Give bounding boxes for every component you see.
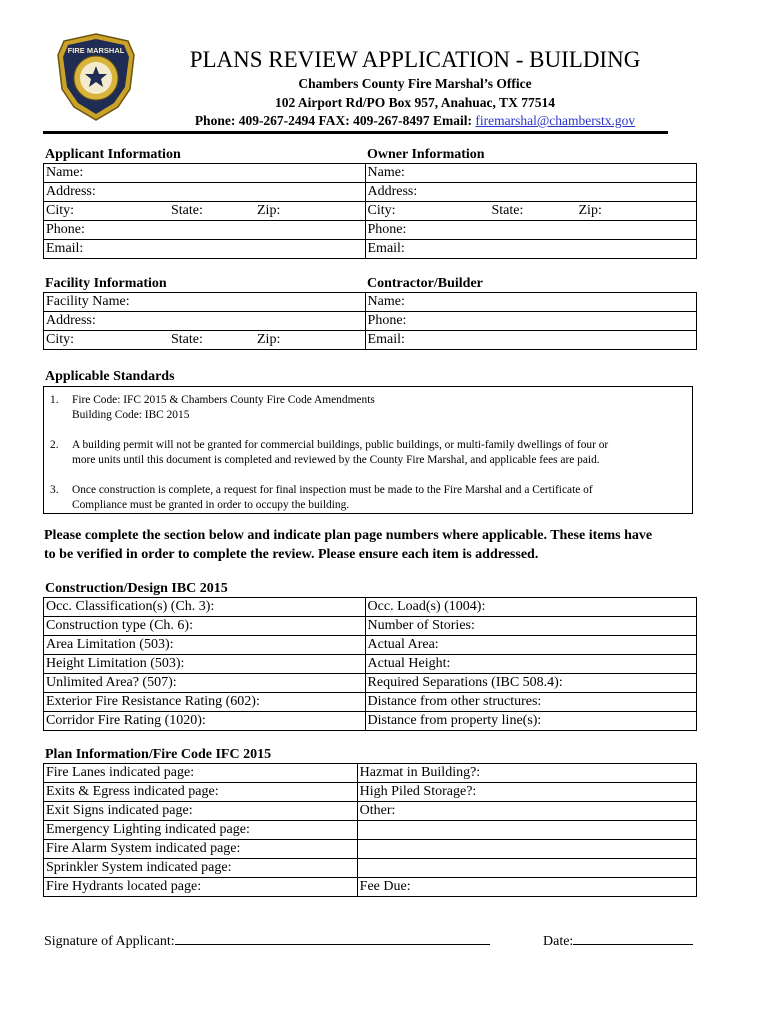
table-row	[44, 712, 697, 731]
construction-left-field[interactable]: Unlimited Area? (507):	[44, 674, 366, 693]
applicant-address-field[interactable]: Address:	[44, 183, 366, 202]
date-block	[543, 930, 693, 950]
office-contact	[140, 112, 690, 130]
standards-section-title: Applicable Standards	[45, 369, 175, 384]
signature-label: Signature of Applicant:	[44, 934, 175, 949]
fire-marshal-badge	[56, 33, 136, 121]
applicant-zip-label: Zip:	[257, 203, 281, 218]
applicant-owner-table	[43, 163, 697, 259]
table-row	[44, 840, 697, 859]
applicant-phone-field[interactable]: Phone:	[44, 221, 366, 240]
table-row	[44, 878, 697, 897]
owner-name-field[interactable]: Name:	[365, 164, 697, 183]
construction-left-field[interactable]: Exterior Fire Resistance Rating (602):	[44, 693, 366, 712]
facility-contractor-table	[43, 292, 697, 350]
page-title: PLANS REVIEW APPLICATION - BUILDING	[189, 47, 641, 72]
construction-left-field[interactable]: Corridor Fire Rating (1020):	[44, 712, 366, 731]
plan-left-field[interactable]: Exit Signs indicated page:	[44, 802, 358, 821]
construction-table	[43, 597, 697, 731]
contact-prefix: Phone: 409-267-2494 FAX: 409-267-8497 Email:	[194, 113, 473, 128]
owner-section-title: Owner Information	[367, 147, 485, 162]
table-row	[44, 617, 697, 636]
date-line[interactable]	[573, 930, 693, 945]
table-row	[44, 598, 697, 617]
standards-box: 1. Fire Code: IFC 2015 & Chambers County Fire Code Amendments Building Code: IBC 2015 2. A building permit will not be granted for commercial buildings, public buildings, or multi-family dwellings of four or more units until this document is completed and reviewed by the County Fire Marshal, and applicable fees are paid. 3. Once construction is complete, a request for final inspection must be made to the Fire Marshal and a Certificate of Compliance must be granted in order to occupy the building.	[43, 386, 693, 514]
table-row	[44, 655, 697, 674]
owner-state-label: State:	[491, 203, 524, 218]
table-row	[44, 859, 697, 878]
office-name: Chambers County Fire Marshal’s Office	[298, 76, 532, 91]
table-row	[44, 821, 697, 840]
applicant-state-label: State:	[171, 203, 203, 218]
applicant-section-title: Applicant Information	[45, 147, 181, 162]
construction-right-field[interactable]: Occ. Load(s) (1004):	[365, 598, 696, 617]
construction-left-field[interactable]: Area Limitation (503):	[44, 636, 366, 655]
plan-right-field[interactable]: Fee Due:	[357, 878, 696, 897]
construction-left-field[interactable]: Occ. Classification(s) (Ch. 3):	[44, 598, 366, 617]
facility-name-field[interactable]: Facility Name:	[44, 293, 366, 312]
facility-address-field[interactable]: Address:	[44, 312, 366, 331]
applicant-city-state-zip[interactable]	[44, 202, 366, 221]
plan-section-title: Plan Information/Fire Code IFC 2015	[45, 747, 272, 762]
facility-state-label: State:	[171, 332, 203, 347]
date-label: Date:	[543, 934, 574, 949]
owner-city-label: City:	[367, 203, 396, 218]
facility-zip-label: Zip:	[257, 332, 281, 347]
signature-line[interactable]	[175, 930, 490, 945]
plan-left-field[interactable]: Fire Lanes indicated page:	[44, 764, 358, 783]
construction-right-field[interactable]: Actual Height:	[365, 655, 696, 674]
instructions: Please complete the section below and indicate plan page numbers where applicable. These items have to be verified in order to complete the review. Please ensure each item is addressed.	[44, 528, 653, 562]
plan-right-field[interactable]: High Piled Storage?:	[357, 783, 696, 802]
email-link[interactable]: firemarshal@chamberstx.gov	[475, 113, 636, 128]
plan-right-field[interactable]: Other:	[357, 802, 696, 821]
plan-left-field[interactable]: Emergency Lighting indicated page:	[44, 821, 358, 840]
facility-city-state-zip[interactable]	[44, 331, 366, 350]
svg-text:FIRE MARSHAL: FIRE MARSHAL	[67, 46, 125, 55]
construction-left-field[interactable]: Height Limitation (503):	[44, 655, 366, 674]
plan-table	[43, 763, 697, 897]
construction-right-field[interactable]: Distance from other structures:	[365, 693, 696, 712]
plan-right-field[interactable]	[357, 840, 696, 859]
facility-city-label: City:	[46, 332, 75, 347]
construction-right-field[interactable]: Distance from property line(s):	[365, 712, 696, 731]
contractor-phone-field[interactable]: Phone:	[365, 312, 696, 331]
construction-right-field[interactable]: Required Separations (IBC 508.4):	[365, 674, 696, 693]
plan-left-field[interactable]: Sprinkler System indicated page:	[44, 859, 358, 878]
table-row	[44, 693, 697, 712]
table-row	[44, 674, 697, 693]
table-row	[44, 636, 697, 655]
construction-right-field[interactable]: Number of Stories:	[365, 617, 696, 636]
owner-phone-field[interactable]: Phone:	[365, 221, 697, 240]
owner-address-field[interactable]: Address:	[365, 183, 697, 202]
table-row	[44, 783, 697, 802]
contractor-section-title: Contractor/Builder	[367, 276, 483, 291]
office-address: 102 Airport Rd/PO Box 957, Anahuac, TX 77514	[275, 95, 555, 110]
owner-email-field[interactable]: Email:	[365, 240, 697, 259]
construction-left-field[interactable]: Construction type (Ch. 6):	[44, 617, 366, 636]
facility-section-title: Facility Information	[45, 276, 167, 291]
header-divider	[43, 131, 668, 134]
table-row	[44, 802, 697, 821]
owner-city-state-zip[interactable]	[365, 202, 697, 221]
construction-right-field[interactable]: Actual Area:	[365, 636, 696, 655]
contractor-name-field[interactable]: Name:	[365, 293, 696, 312]
applicant-email-field[interactable]: Email:	[44, 240, 366, 259]
plan-left-field[interactable]: Fire Alarm System indicated page:	[44, 840, 358, 859]
signature-block	[44, 930, 490, 950]
applicant-name-field[interactable]: Name:	[44, 164, 366, 183]
owner-zip-label: Zip:	[578, 203, 602, 218]
construction-section-title: Construction/Design IBC 2015	[45, 581, 228, 596]
plan-left-field[interactable]: Exits & Egress indicated page:	[44, 783, 358, 802]
plan-right-field[interactable]	[357, 859, 696, 878]
applicant-city-label: City:	[46, 203, 75, 218]
plan-left-field[interactable]: Fire Hydrants located page:	[44, 878, 358, 897]
plan-right-field[interactable]	[357, 821, 696, 840]
contractor-email-field[interactable]: Email:	[365, 331, 696, 350]
plan-right-field[interactable]: Hazmat in Building?:	[357, 764, 696, 783]
table-row	[44, 764, 697, 783]
